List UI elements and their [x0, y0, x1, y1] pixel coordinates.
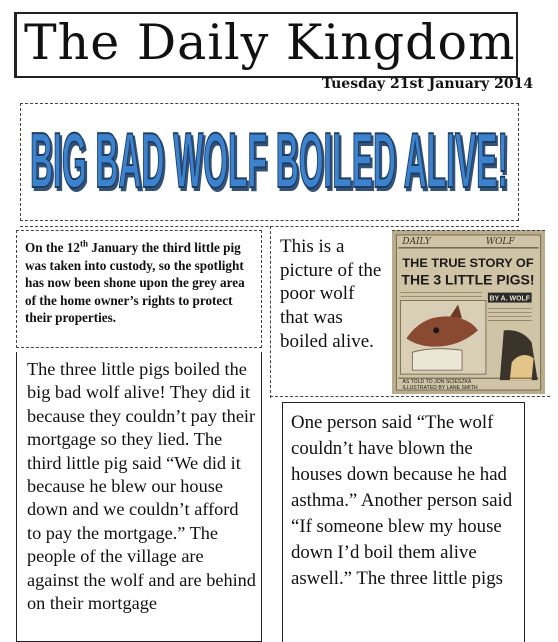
- main-story-text: The three little pigs boiled the big bad wolf alive! They did it because they couldn’t pay their mortgage so they lied. The third little pig said “We did it because he blew our house down and we couldn’t afford to pay the mortgage.” The people of the village are against the wolf and are behind on their mortgage: [27, 359, 256, 614]
- cover-title-line1: THE TRUE STORY OF: [402, 255, 535, 270]
- headline-banner: [20, 103, 519, 221]
- title-underline: [178, 76, 314, 78]
- newspaper-title: The Daily Kingdom: [24, 14, 516, 71]
- issue-date: Tuesday 21st January 2014: [322, 76, 534, 92]
- story-summary: [16, 230, 262, 348]
- quotes-story: [282, 402, 525, 642]
- headline-text: BIG BAD WOLF BOILED ALIVE!: [30, 116, 508, 204]
- cover-byline: BY A. WOLF: [489, 295, 530, 303]
- quotes-text: One person said “The wolf couldn’t have blown the houses down because he had asthma.” Another person said “If someone blew my house down I’d boil them alive aswell.” The three little pigs: [291, 412, 513, 589]
- picture-caption: This is a picture of the poor wolf that was boiled alive.: [280, 236, 382, 352]
- cover-credit-line2: ILLUSTRATED BY LANE SMITH: [402, 385, 478, 392]
- summary-ordinal-suffix: th: [79, 238, 88, 249]
- summary-text: January the third little pig was taken into custody, so the spotlight has now been shone upon the grey area of the home owner’s rights to protect their properties.: [25, 240, 245, 325]
- main-story: [16, 352, 262, 642]
- summary-intro: On the 12: [25, 240, 80, 255]
- column-divider: [270, 226, 271, 398]
- cover-masthead-left: DAILY: [402, 236, 431, 247]
- cover-credit-line1: AS TOLD TO JON SCIESZKA: [402, 379, 472, 386]
- cover-title-line2: THE 3 LITTLE PIGS!: [401, 272, 535, 288]
- book-cover-image: [392, 230, 545, 394]
- cover-masthead-right: WOLF: [485, 236, 515, 247]
- picture-divider: [270, 396, 550, 397]
